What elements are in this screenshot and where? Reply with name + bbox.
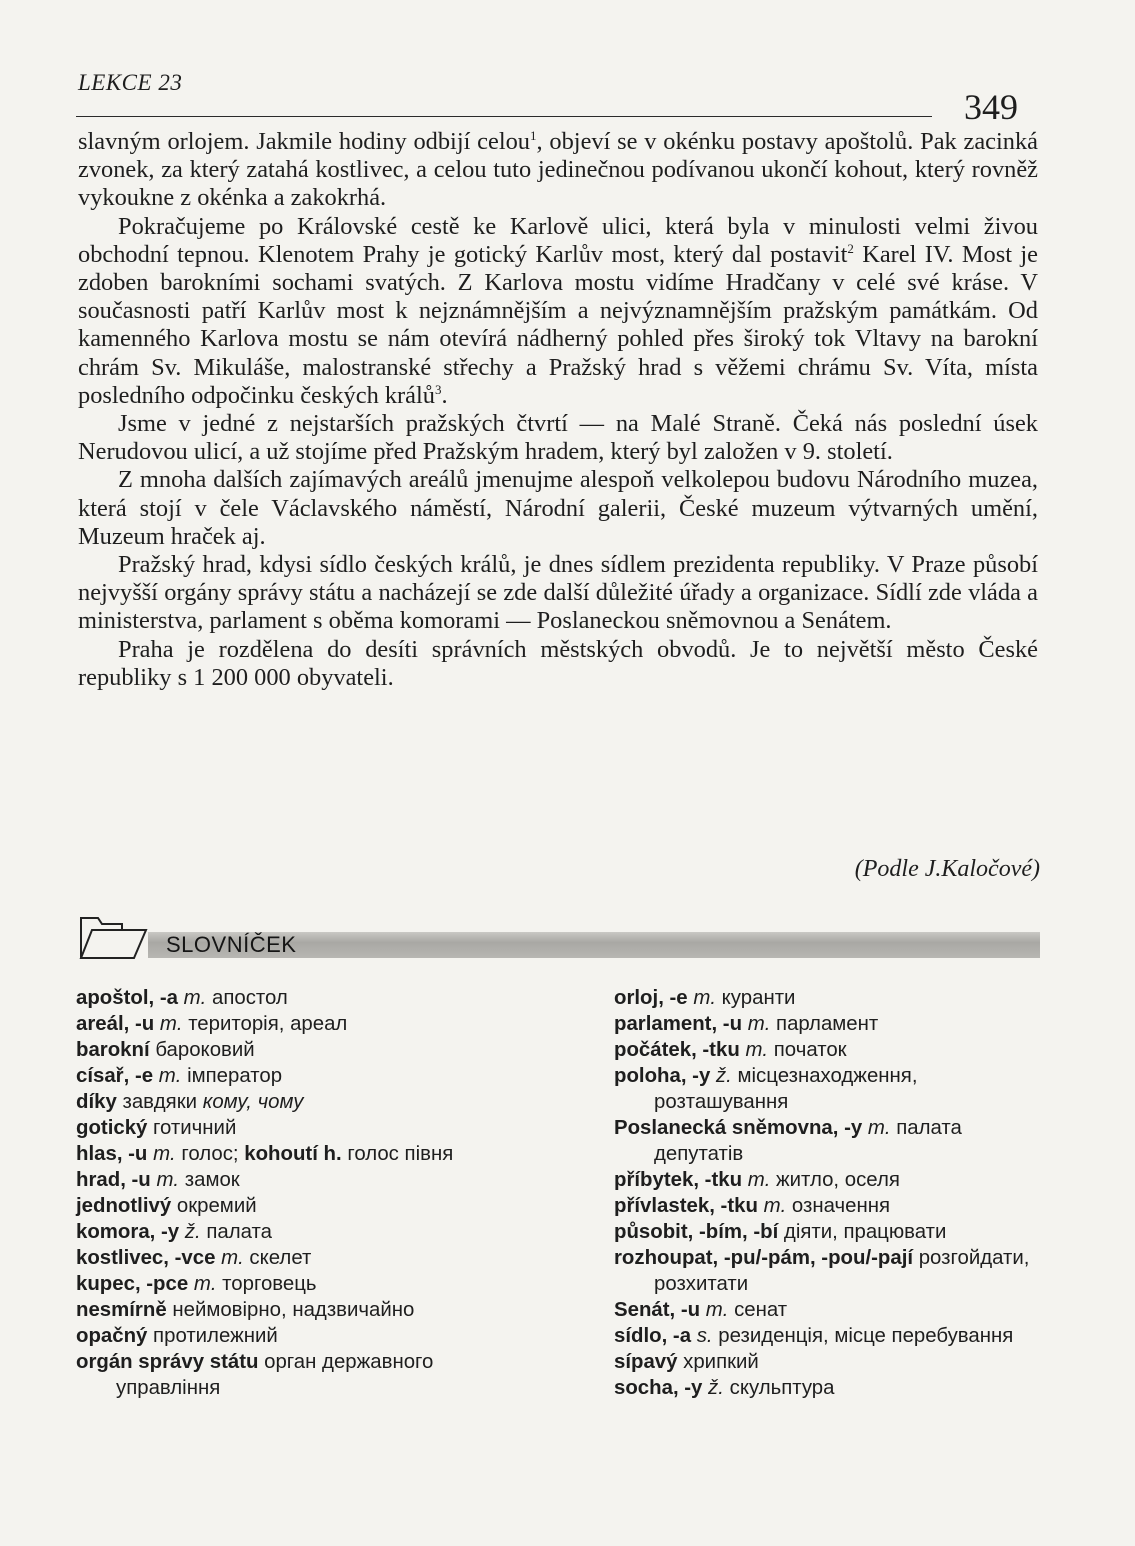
vocabulary-entry bbox=[614, 1349, 1054, 1375]
header-rule bbox=[76, 116, 932, 117]
paragraph-text: , objeví se v okénku postavy apoštolů. Pak zacinká zvonek, za který zatahá kostlivec, a celou tuto jedinečnou podívanou ukončí kohout, který rovněž vykoukne z okénka a zakokrhá. bbox=[78, 128, 1039, 212]
entry-translation: хрипкий bbox=[677, 1351, 759, 1373]
entry-gender: m. bbox=[867, 1117, 891, 1139]
entry-translation: житло, оселя bbox=[770, 1169, 900, 1191]
entry-term: příbytek bbox=[614, 1169, 694, 1191]
entry-term: kupec bbox=[76, 1273, 135, 1295]
entry-gender: ž. bbox=[708, 1377, 724, 1399]
entry-term: hrad bbox=[76, 1169, 121, 1191]
entry-forms: , -y bbox=[149, 1221, 185, 1243]
vocabulary-entry bbox=[614, 1167, 1054, 1193]
vocabulary-entry bbox=[614, 985, 1054, 1011]
vocabulary-entry bbox=[76, 1037, 536, 1063]
entry-forms: , -u bbox=[120, 1169, 157, 1191]
entry-forms: , -y bbox=[680, 1065, 716, 1087]
vocabulary-entry bbox=[76, 1167, 536, 1193]
entry-translation: місцезнаходження, розташування bbox=[654, 1065, 918, 1113]
entry-term: sídlo bbox=[614, 1325, 662, 1347]
entry-term: opačný bbox=[76, 1325, 148, 1347]
entry-forms: , -pce bbox=[134, 1273, 194, 1295]
entry-translation: скелет bbox=[243, 1247, 312, 1269]
vocabulary-entry bbox=[614, 1063, 1054, 1115]
entry-term: gotický bbox=[76, 1117, 148, 1139]
entry-forms: , -pu/-pám, -pou/-pají bbox=[712, 1247, 914, 1269]
entry-term: rozhoupat bbox=[614, 1247, 713, 1269]
entry-term: poloha bbox=[614, 1065, 681, 1087]
entry-term: nesmírně bbox=[76, 1299, 167, 1321]
vocabulary-entry bbox=[76, 1297, 536, 1323]
reading-text bbox=[78, 128, 1038, 692]
entry-forms: , -bím, -bí bbox=[687, 1221, 779, 1243]
paragraph bbox=[78, 128, 1038, 213]
entry-translation: територія, ареал bbox=[182, 1013, 348, 1035]
source-attribution: (Podle J.Kaločové) bbox=[854, 856, 1040, 882]
entry-term: barokní bbox=[76, 1039, 150, 1061]
entry-term: kostlivec bbox=[76, 1247, 164, 1269]
entry-translation: замок bbox=[179, 1169, 240, 1191]
vocabulary-entry bbox=[76, 1193, 536, 1219]
vocabulary-entry bbox=[614, 1115, 1054, 1167]
entry-translation: орган державного управління bbox=[116, 1351, 434, 1399]
entry-subtranslation: голос півня bbox=[341, 1143, 454, 1165]
vocabulary-column-right bbox=[614, 985, 1054, 1401]
paragraph-text: Z mnoha dalších zajímavých areálů jmenujme alespoň velkolepou budovu Národního muzea, která stojí v čele Václavského náměstí, Národní galerii, České muzeum výtvarných umění, Muzeum hraček aj. bbox=[78, 466, 1038, 550]
entry-forms: , -u bbox=[711, 1013, 748, 1035]
entry-translation: означення bbox=[786, 1195, 891, 1217]
entry-translation: початок bbox=[768, 1039, 847, 1061]
vocabulary-entry bbox=[614, 1011, 1054, 1037]
vocabulary-entry bbox=[76, 1219, 536, 1245]
entry-gender: m. bbox=[763, 1195, 787, 1217]
vocabulary-entry bbox=[614, 1323, 1054, 1349]
entry-usage: кому, чому bbox=[202, 1091, 304, 1113]
entry-translation: голос; bbox=[175, 1143, 245, 1165]
vocabulary-entry bbox=[76, 1011, 536, 1037]
vocabulary-entry bbox=[614, 1297, 1054, 1323]
entry-term: areál bbox=[76, 1013, 124, 1035]
footnote-marker: 3 bbox=[434, 381, 442, 397]
entry-forms: , -tku bbox=[691, 1039, 746, 1061]
entry-term: Poslanecká sněmovna bbox=[614, 1117, 833, 1139]
entry-translation: неймовірно, надзвичайно bbox=[166, 1299, 415, 1321]
entry-term: Senát bbox=[614, 1299, 670, 1321]
entry-term: přívlastek bbox=[614, 1195, 710, 1217]
entry-forms: , -tku bbox=[709, 1195, 764, 1217]
entry-forms: , -u bbox=[116, 1143, 154, 1165]
entry-translation: резиденція, місце перебування bbox=[712, 1325, 1014, 1347]
paragraph-text: Praha je rozdělena do desíti správních městských obvodů. Je to největší město České republiky s 1 200 000 obyvateli. bbox=[78, 635, 1038, 691]
vocabulary-entry bbox=[614, 1193, 1054, 1219]
entry-translation: сенат bbox=[728, 1299, 788, 1321]
vocabulary-entry bbox=[76, 1323, 536, 1349]
vocabulary-title: SLOVNÍČEK bbox=[166, 932, 297, 957]
paragraph bbox=[78, 636, 1038, 692]
entry-term: parlament bbox=[614, 1013, 712, 1035]
paragraph-text: . bbox=[441, 381, 448, 409]
entry-term: jednotlivý bbox=[76, 1195, 172, 1217]
entry-forms: , -u bbox=[669, 1299, 706, 1321]
entry-gender: ž. bbox=[184, 1221, 201, 1243]
vocabulary-entry bbox=[76, 1115, 536, 1141]
entry-translation: палата bbox=[200, 1221, 272, 1243]
vocabulary-entry bbox=[76, 1245, 536, 1271]
footnote-marker: 2 bbox=[847, 240, 854, 256]
folder-icon bbox=[78, 914, 148, 960]
entry-translation: протилежний bbox=[147, 1325, 278, 1347]
entry-gender: s. bbox=[696, 1325, 713, 1347]
vocabulary-entry bbox=[76, 1271, 536, 1297]
paragraph-text: Jsme v jedné z nejstarších pražských čtvrtí — na Malé Straně. Čeká nás poslední úsek Nerudovou ulicí, a už stojíme před Pražským hradem, který byl založen v 9. století. bbox=[78, 410, 1038, 466]
entry-term: apoštol bbox=[76, 987, 149, 1009]
vocabulary-entry bbox=[76, 1141, 536, 1167]
entry-translation: розгойдати, розхитати bbox=[654, 1247, 1030, 1295]
paragraph bbox=[78, 213, 1038, 410]
entry-translation: торговець bbox=[216, 1273, 317, 1295]
entry-term: působit bbox=[614, 1221, 688, 1243]
paragraph bbox=[78, 466, 1038, 551]
entry-gender: m. bbox=[221, 1247, 244, 1269]
footnote-marker: 1 bbox=[530, 128, 537, 143]
entry-translation: окремий bbox=[171, 1195, 257, 1217]
entry-forms: , -a bbox=[148, 987, 184, 1009]
entry-translation: готичний bbox=[147, 1117, 237, 1139]
entry-forms: , -e bbox=[123, 1065, 159, 1087]
entry-translation: завдяки bbox=[116, 1091, 203, 1113]
entry-translation: бароковий bbox=[149, 1039, 255, 1061]
entry-term: orgán správy státu bbox=[76, 1351, 259, 1373]
paragraph bbox=[78, 410, 1038, 466]
entry-gender: m. bbox=[693, 987, 716, 1009]
entry-term: počátek bbox=[614, 1039, 692, 1061]
entry-forms: , -y bbox=[832, 1117, 868, 1139]
entry-gender: m. bbox=[159, 1013, 183, 1035]
entry-gender: ž. bbox=[715, 1065, 732, 1087]
vocabulary-entry bbox=[76, 1089, 536, 1115]
entry-term: císař bbox=[76, 1065, 124, 1087]
lesson-header: LEKCE 23 bbox=[78, 70, 183, 95]
entry-translation: палата депутатів bbox=[654, 1117, 962, 1165]
vocabulary-column-left bbox=[76, 985, 536, 1401]
entry-term: sípavý bbox=[614, 1351, 678, 1373]
entry-translation: куранти bbox=[715, 987, 796, 1009]
entry-term: hlas bbox=[76, 1143, 117, 1165]
entry-forms: , -u bbox=[123, 1013, 160, 1035]
entry-translation: імператор bbox=[181, 1065, 283, 1087]
entry-gender: m. bbox=[156, 1169, 180, 1191]
paragraph bbox=[78, 551, 1038, 636]
vocabulary-entry bbox=[76, 985, 536, 1011]
vocabulary-entry bbox=[614, 1245, 1054, 1297]
vocabulary-entry bbox=[614, 1037, 1054, 1063]
paragraph-text: Pokračujeme po Královské cestě ke Karlově ulici, která byla v minulosti velmi živou obchodní tepnou. Klenotem Prahy je gotický Karlův most, který dal postavit bbox=[78, 212, 1038, 268]
entry-forms: , -vce bbox=[163, 1247, 222, 1269]
entry-term: díky bbox=[76, 1091, 117, 1113]
vocabulary-entry bbox=[76, 1063, 536, 1089]
entry-gender: m. bbox=[183, 987, 207, 1009]
vocabulary-entry bbox=[614, 1219, 1054, 1245]
entry-gender: m. bbox=[705, 1299, 729, 1321]
entry-translation: скульптура bbox=[723, 1377, 835, 1399]
paragraph-text: Pražský hrad, kdysi sídlo českých králů, je dnes sídlem prezidenta republiky. V Praze působí nejvyšší orgány správy státu a nacházejí se zde další důležité úřady a organizace. Sídlí zde vláda a ministerstva, parlament s oběma komorami — Poslaneckou sněmovnou a Senátem. bbox=[78, 551, 1038, 635]
page-number: 349 bbox=[964, 87, 1018, 127]
entry-gender: m. bbox=[747, 1169, 771, 1191]
entry-term: komora bbox=[76, 1221, 150, 1243]
entry-term: socha bbox=[614, 1377, 673, 1399]
vocabulary-entry bbox=[76, 1349, 536, 1401]
entry-gender: m. bbox=[747, 1013, 771, 1035]
entry-gender: m. bbox=[745, 1039, 769, 1061]
entry-gender: m. bbox=[153, 1143, 176, 1165]
entry-forms: , -e bbox=[658, 987, 694, 1009]
entry-translation: апостол bbox=[206, 987, 288, 1009]
entry-subterm: kohoutí h. bbox=[244, 1143, 342, 1165]
entry-translation: діяти, працювати bbox=[778, 1221, 947, 1243]
entry-forms: , -tku bbox=[693, 1169, 748, 1191]
entry-gender: m. bbox=[158, 1065, 182, 1087]
entry-translation: парламент bbox=[770, 1013, 879, 1035]
entry-gender: m. bbox=[193, 1273, 217, 1295]
vocabulary-entry bbox=[614, 1375, 1054, 1401]
paragraph-text: Karel IV. Most je zdoben barokními sochami svatých. Z Karlova mostu vidíme Hradčany v celé své kráse. V současnosti patří Karlův most k nejznámnějším a nejvýznamnějším pražským památkám. Od kamenného Karlova mostu se nám otevírá nádherný pohled přes široký tok Vltavy na barokní chrám Sv. Mikuláše, malostranské střechy a Pražský hrad s věžemi chrámu Sv. Víta, místa posledního odpočinku českých králů bbox=[78, 240, 1038, 409]
paragraph-text: slavným orlojem. Jakmile hodiny odbijí celou bbox=[78, 128, 530, 155]
entry-term: orloj bbox=[614, 987, 659, 1009]
entry-forms: , -y bbox=[672, 1377, 709, 1399]
entry-forms: , -a bbox=[661, 1325, 697, 1347]
